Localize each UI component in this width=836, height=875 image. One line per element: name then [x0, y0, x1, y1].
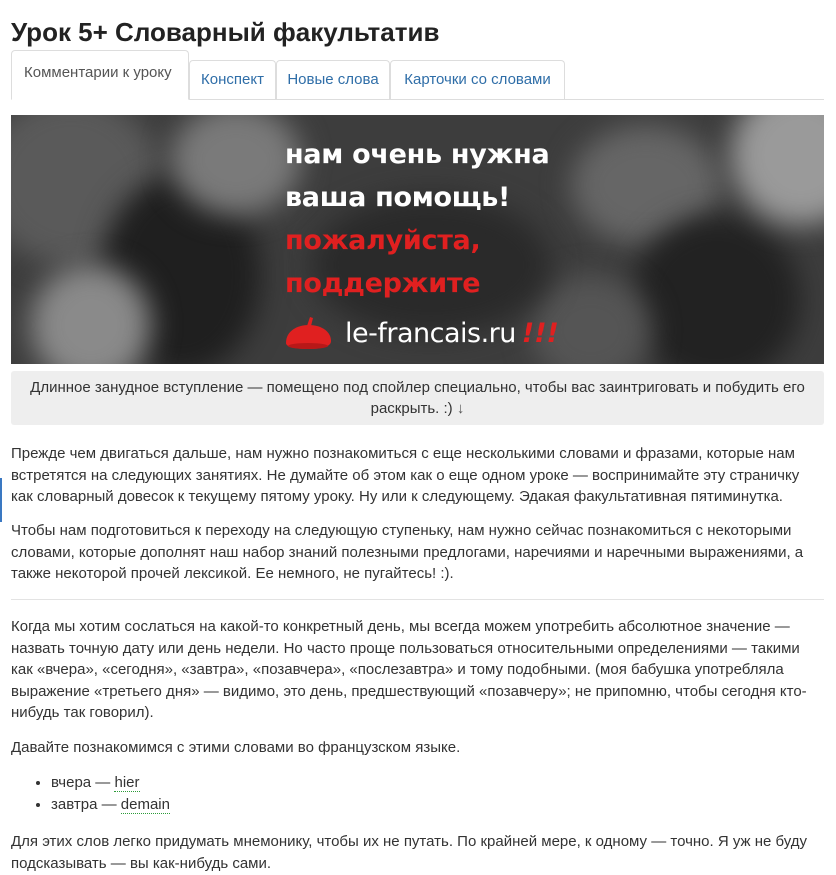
spoiler-text: Длинное занудное вступление — помещено под спойлер специально, чтобы вас заинтриговать и побудить его раскрыть. :): [30, 379, 805, 417]
intro-paragraph: [11, 520, 824, 585]
beret-icon: [283, 315, 333, 351]
body-paragraph: [11, 616, 824, 724]
paragraph-text: Для этих слов легко придумать мнемонику, чтобы их не путать. По крайней мере, к одному — точно. Я уж не буду подсказывать — вы как-нибудь сами.: [11, 833, 808, 872]
banner-line-accent: пожалуйста,: [285, 225, 481, 256]
tab-new-words[interactable]: Новые слова: [276, 60, 390, 99]
paragraph-text: Прежде чем двигаться дальше, нам нужно познакомиться с еще несколькими словами и фразами, которые нам встретятся на следующих занятиях. Не думайте об этом как о еще одном уроке — воспринимайте эту страничку как словарный довесок к текущему пятому уроку. Ну или к следующему. Эдакая факультативная пятиминутка.: [11, 445, 800, 505]
vocab-item: [51, 772, 170, 794]
vocab-french-word[interactable]: demain: [120, 795, 170, 813]
body-paragraph: [11, 737, 824, 759]
lesson-tabs: [11, 50, 824, 100]
paragraph-text: Чтобы нам подготовиться к переходу на следующую ступеньку, нам нужно сейчас познакомиться с некоторыми словами, которые дополнят наш набор знаний полезными предлогами, наречиями и наречными выражениями, а также некоторой прочей лексикой. Ее немного, не пугайтесь! :).: [11, 522, 804, 582]
banner-line: ваша помощь!: [285, 182, 511, 213]
left-edge-marker: [0, 478, 2, 522]
body-paragraph: [11, 831, 824, 874]
banner-blur-shape: [731, 115, 824, 225]
spoiler-toggle[interactable]: [11, 371, 824, 425]
vocab-dash: —: [97, 795, 121, 813]
banner-blur-shape: [631, 215, 801, 364]
tab-comments[interactable]: Комментарии к уроку: [11, 50, 189, 100]
banner-exclaim: !!!: [521, 317, 559, 349]
page-title: Урок 5+ Словарный факультатив: [11, 17, 440, 47]
vocab-russian: вчера: [51, 774, 92, 791]
vocab-list: [11, 772, 170, 815]
vocab-russian: завтра: [51, 795, 98, 813]
paragraph-text: Когда мы хотим сослаться на какой-то конкретный день, мы всегда можем употребить абсолютное значение — назвать точную дату или день недели. Но часто проще пользоваться относительными определениями — такими как «вчера», «сегодня», «завтра», «позавчера», «послезавтра» и тому подобными. (моя бабушка употребляла выражение «третьего дня» — видимо, это день, предшествующий «позавчеру»; не припомню, чтобы сегодня кто-нибудь так говорил).: [11, 618, 807, 721]
vocab-item: [51, 794, 170, 816]
arrow-down-icon: ↓: [456, 400, 465, 417]
banner-line: нам очень нужна: [285, 139, 550, 170]
section-divider: [11, 599, 824, 600]
vocab-french-word[interactable]: hier: [114, 774, 140, 791]
tab-word-cards[interactable]: Карточки со словами: [390, 60, 565, 99]
banner-logo: [283, 311, 559, 355]
lesson-content: [11, 0, 824, 872]
banner-blur-shape: [171, 115, 301, 215]
banner-line-accent: поддержите: [285, 268, 481, 299]
intro-paragraph: [11, 443, 824, 508]
tab-summary[interactable]: Конспект: [189, 60, 276, 99]
banner-site-name: le-francais.ru: [345, 317, 516, 349]
paragraph-text: Давайте познакомимся с этими словами во французском языке.: [11, 739, 461, 756]
donation-banner[interactable]: [11, 115, 824, 364]
vocab-dash: —: [91, 774, 115, 791]
banner-message: [285, 133, 549, 305]
